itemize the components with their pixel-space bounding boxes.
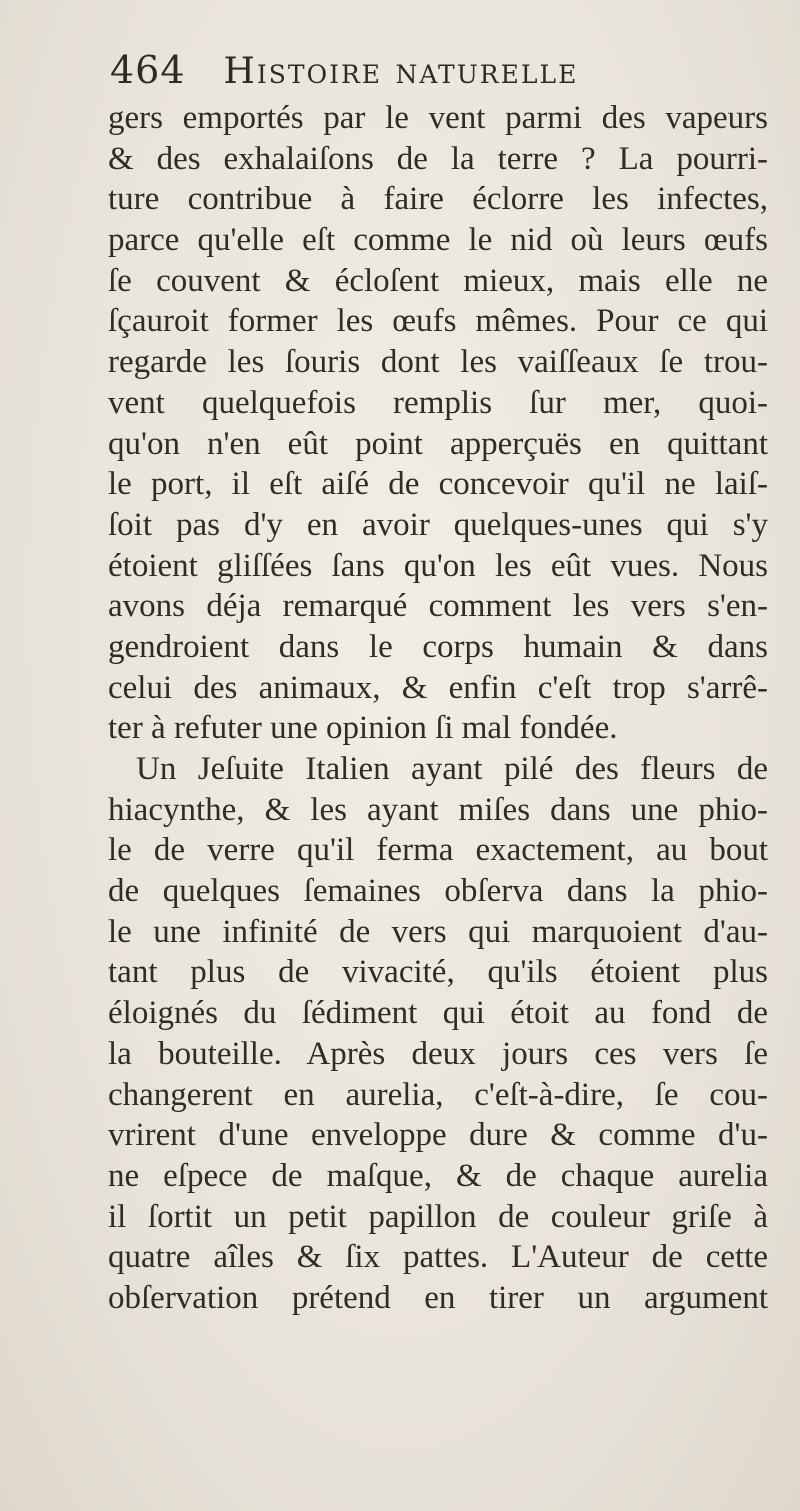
text-line: celui des animaux, & enfin c'eſt trop s'arrê- [108,669,768,706]
text-line: de quelques ſemaines obſerva dans la phio- [108,873,768,910]
text-line: vrirent d'une enveloppe dure & comme d'u- [108,1117,768,1154]
text-line: gendroient dans le corps humain & dans [108,628,768,665]
text-line: ſçauroit former les œufs mêmes. Pour ce qui [108,303,768,340]
text-line: gers emportés par le vent parmi des vapeurs [108,100,768,136]
page-header [110,48,578,98]
text-line: vent quelquefois remplis ſur mer, quoi- [108,384,768,421]
text-line: ture contribue à faire éclorre les infectes, [108,181,768,218]
text-line: changerent en aurelia, c'eſt-à-dire, ſe cou- [108,1076,768,1113]
text-line: le une infinité de vers qui marquoient d'au- [108,913,768,950]
text-line: qu'on n'en eût point apperçuës en quittant [108,425,768,462]
running-head: Histoire naturelle [223,51,579,92]
page-number: 464 [110,48,186,92]
text-line: ſoit pas d'y en avoir quelques-unes qui s'y [108,506,768,543]
text-line: hiacynthe, & les ayant miſes dans une phio- [108,791,768,828]
text-line: parce qu'elle eſt comme le nid où leurs œufs [108,222,768,259]
text-line: ſe couvent & écloſent mieux, mais elle ne [108,262,768,299]
text-line: regarde les ſouris dont les vaiſſeaux ſe trou- [108,344,768,381]
text-line: ne eſpece de maſque, & de chaque aurelia [108,1157,768,1194]
paragraph-start-line: Un Jeſuite Italien ayant pilé des fleurs de [136,751,768,787]
text-line: la bouteille. Après deux jours ces vers ſe [108,1035,768,1072]
text-line: obſervation prétend en tirer un argument [108,1279,768,1316]
body-text [108,98,768,1319]
text-line: il ſortit un petit papillon de couleur griſe à [108,1198,768,1235]
text-line: étoient gliſſées ſans qu'on les eût vues. Nous [108,547,768,584]
text-line: le port, il eſt aiſé de concevoir qu'il ne laiſ- [108,466,768,503]
text-line: tant plus de vivacité, qu'ils étoient plus [108,954,768,991]
text-line: avons déja remarqué comment les vers s'en- [108,588,768,625]
text-line: quatre aîles & ſix pattes. L'Auteur de cette [108,1239,768,1276]
text-line: le de verre qu'il ferma exactement, au bout [108,832,768,869]
text-line: éloignés du ſédiment qui étoit au fond de [108,995,768,1032]
text-line: & des exhalaiſons de la terre ? La pourri- [108,140,768,177]
paragraph-end-line: ter à refuter une opinion ſi mal fondée. [108,710,618,747]
